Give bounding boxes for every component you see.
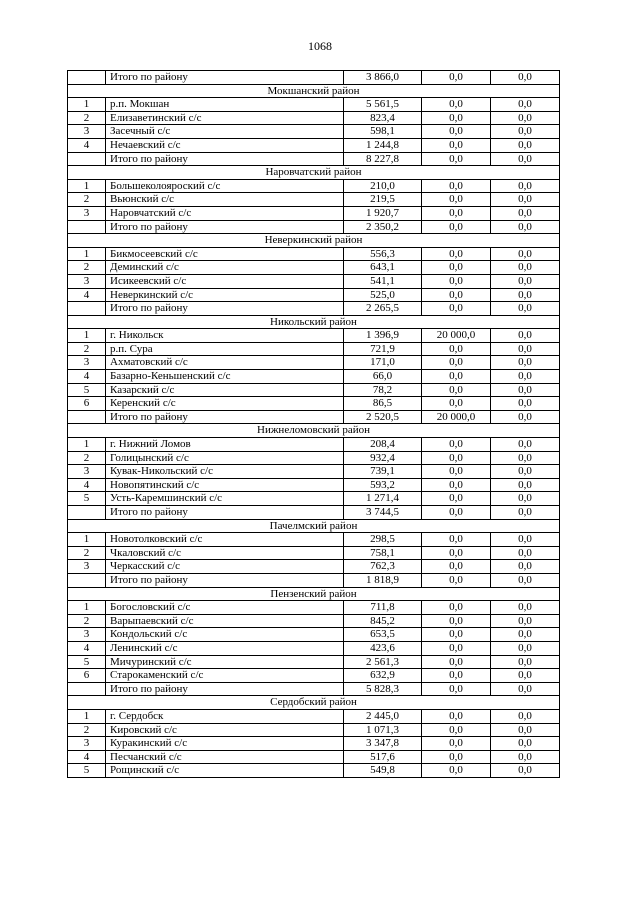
value-column-1: 549,8	[344, 764, 422, 778]
value-column-1: 1 271,4	[344, 492, 422, 506]
table-row	[68, 764, 560, 778]
value-column-2: 0,0	[422, 370, 491, 384]
row-number: 3	[68, 737, 106, 751]
row-number	[68, 302, 106, 316]
value-column-2: 0,0	[422, 492, 491, 506]
value-column-1: 823,4	[344, 111, 422, 125]
value-column-3: 0,0	[491, 342, 560, 356]
settlement-name: Керенский с/с	[106, 397, 344, 411]
value-column-1: 2 445,0	[344, 709, 422, 723]
value-column-3: 0,0	[491, 179, 560, 193]
settlement-name: р.п. Мокшан	[106, 98, 344, 112]
settlement-name: Неверкинский с/с	[106, 288, 344, 302]
row-number: 5	[68, 492, 106, 506]
settlement-name: Итого по району	[106, 682, 344, 696]
value-column-2: 20 000,0	[422, 329, 491, 343]
value-column-2: 0,0	[422, 669, 491, 683]
table-row	[68, 614, 560, 628]
value-column-1: 653,5	[344, 628, 422, 642]
row-number: 1	[68, 438, 106, 452]
settlement-name: Итого по району	[106, 410, 344, 424]
settlement-name: Итого по району	[106, 220, 344, 234]
value-column-3: 0,0	[491, 601, 560, 615]
value-column-1: 208,4	[344, 438, 422, 452]
value-column-1: 2 520,5	[344, 410, 422, 424]
value-column-3: 0,0	[491, 506, 560, 520]
value-column-2: 0,0	[422, 628, 491, 642]
value-column-1: 1 071,3	[344, 723, 422, 737]
row-number: 2	[68, 342, 106, 356]
value-column-1: 219,5	[344, 193, 422, 207]
row-number: 1	[68, 247, 106, 261]
district-title: Пачелмский район	[68, 519, 560, 533]
value-column-1: 593,2	[344, 478, 422, 492]
row-number	[68, 220, 106, 234]
row-number: 3	[68, 465, 106, 479]
value-column-1: 598,1	[344, 125, 422, 139]
settlement-name: Казарский с/с	[106, 383, 344, 397]
value-column-3: 0,0	[491, 125, 560, 139]
row-number: 3	[68, 356, 106, 370]
table-body	[68, 71, 560, 778]
district-total-row	[68, 506, 560, 520]
district-total-row	[68, 152, 560, 166]
table-row	[68, 179, 560, 193]
settlement-name: Кировский с/с	[106, 723, 344, 737]
value-column-3: 0,0	[491, 261, 560, 275]
value-column-1: 3 866,0	[344, 71, 422, 85]
row-number	[68, 410, 106, 424]
settlement-name: Итого по району	[106, 152, 344, 166]
value-column-2: 0,0	[422, 750, 491, 764]
value-column-1: 2 265,5	[344, 302, 422, 316]
value-column-2: 0,0	[422, 138, 491, 152]
table-row	[68, 356, 560, 370]
value-column-3: 0,0	[491, 451, 560, 465]
value-column-3: 0,0	[491, 723, 560, 737]
settlement-name: р.п. Сура	[106, 342, 344, 356]
value-column-3: 0,0	[491, 478, 560, 492]
settlement-name: Итого по району	[106, 71, 344, 85]
value-column-3: 0,0	[491, 465, 560, 479]
value-column-3: 0,0	[491, 288, 560, 302]
value-column-1: 2 561,3	[344, 655, 422, 669]
value-column-1: 711,8	[344, 601, 422, 615]
row-number: 2	[68, 451, 106, 465]
settlement-name: Новотолковский с/с	[106, 533, 344, 547]
table-row	[68, 465, 560, 479]
row-number: 1	[68, 98, 106, 112]
district-header-row	[68, 166, 560, 180]
value-column-1: 5 828,3	[344, 682, 422, 696]
value-column-2: 0,0	[422, 655, 491, 669]
row-number: 6	[68, 669, 106, 683]
value-column-1: 423,6	[344, 641, 422, 655]
settlement-name: Итого по району	[106, 506, 344, 520]
settlement-name: Исикеевский с/с	[106, 274, 344, 288]
table-row	[68, 669, 560, 683]
value-column-3: 0,0	[491, 206, 560, 220]
value-column-1: 932,4	[344, 451, 422, 465]
value-column-3: 0,0	[491, 438, 560, 452]
value-column-2: 0,0	[422, 397, 491, 411]
table-row	[68, 628, 560, 642]
value-column-3: 0,0	[491, 614, 560, 628]
value-column-3: 0,0	[491, 397, 560, 411]
table-row	[68, 601, 560, 615]
row-number: 1	[68, 709, 106, 723]
settlement-name: Ахматовский с/с	[106, 356, 344, 370]
row-number: 2	[68, 193, 106, 207]
table-row	[68, 274, 560, 288]
settlement-name: Новопятинский с/с	[106, 478, 344, 492]
table-row	[68, 492, 560, 506]
settlement-name: Кувак-Никольский с/с	[106, 465, 344, 479]
table-row	[68, 737, 560, 751]
value-column-1: 1 818,9	[344, 573, 422, 587]
row-number	[68, 506, 106, 520]
value-column-3: 0,0	[491, 152, 560, 166]
table-row	[68, 533, 560, 547]
value-column-2: 0,0	[422, 709, 491, 723]
row-number: 5	[68, 655, 106, 669]
value-column-1: 1 244,8	[344, 138, 422, 152]
value-column-2: 0,0	[422, 723, 491, 737]
settlement-name: Базарно-Кеньшенский с/с	[106, 370, 344, 384]
table-row	[68, 329, 560, 343]
row-number	[68, 682, 106, 696]
settlement-name: г. Сердобск	[106, 709, 344, 723]
row-number: 2	[68, 111, 106, 125]
row-number	[68, 71, 106, 85]
value-column-2: 0,0	[422, 764, 491, 778]
value-column-2: 0,0	[422, 261, 491, 275]
settlement-name: Голицынский с/с	[106, 451, 344, 465]
district-title: Нижнеломовский район	[68, 424, 560, 438]
settlement-name: Деминский с/с	[106, 261, 344, 275]
value-column-2: 0,0	[422, 356, 491, 370]
row-number	[68, 152, 106, 166]
district-total-row	[68, 573, 560, 587]
value-column-3: 0,0	[491, 533, 560, 547]
value-column-2: 0,0	[422, 288, 491, 302]
value-column-1: 643,1	[344, 261, 422, 275]
value-column-3: 0,0	[491, 682, 560, 696]
district-title: Мокшанский район	[68, 84, 560, 98]
value-column-2: 0,0	[422, 71, 491, 85]
value-column-1: 632,9	[344, 669, 422, 683]
table-row	[68, 451, 560, 465]
value-column-2: 0,0	[422, 601, 491, 615]
value-column-3: 0,0	[491, 764, 560, 778]
value-column-3: 0,0	[491, 492, 560, 506]
value-column-1: 556,3	[344, 247, 422, 261]
row-number: 1	[68, 601, 106, 615]
row-number: 3	[68, 560, 106, 574]
value-column-3: 0,0	[491, 737, 560, 751]
district-header-row	[68, 587, 560, 601]
district-total-row	[68, 71, 560, 85]
value-column-2: 0,0	[422, 220, 491, 234]
settlement-name: Мичуринский с/с	[106, 655, 344, 669]
table-row	[68, 247, 560, 261]
value-column-1: 845,2	[344, 614, 422, 628]
table-row	[68, 750, 560, 764]
value-column-2: 0,0	[422, 98, 491, 112]
budget-table	[67, 70, 560, 778]
table-row	[68, 206, 560, 220]
settlement-name: Наровчатский с/с	[106, 206, 344, 220]
value-column-1: 721,9	[344, 342, 422, 356]
district-title: Наровчатский район	[68, 166, 560, 180]
value-column-2: 0,0	[422, 533, 491, 547]
value-column-1: 1 920,7	[344, 206, 422, 220]
district-total-row	[68, 410, 560, 424]
value-column-3: 0,0	[491, 247, 560, 261]
row-number	[68, 573, 106, 587]
table-row	[68, 125, 560, 139]
district-title: Сердобский район	[68, 696, 560, 710]
table-row	[68, 261, 560, 275]
value-column-2: 0,0	[422, 193, 491, 207]
value-column-1: 86,5	[344, 397, 422, 411]
table-row	[68, 560, 560, 574]
table-row	[68, 98, 560, 112]
value-column-2: 0,0	[422, 302, 491, 316]
table-row	[68, 641, 560, 655]
table-row	[68, 478, 560, 492]
district-header-row	[68, 424, 560, 438]
district-title: Неверкинский район	[68, 234, 560, 248]
row-number: 1	[68, 179, 106, 193]
row-number: 3	[68, 206, 106, 220]
table-row	[68, 111, 560, 125]
value-column-3: 0,0	[491, 370, 560, 384]
value-column-1: 78,2	[344, 383, 422, 397]
district-title: Пензенский район	[68, 587, 560, 601]
table-row	[68, 193, 560, 207]
settlement-name: Песчанский с/с	[106, 750, 344, 764]
value-column-1: 298,5	[344, 533, 422, 547]
row-number: 2	[68, 614, 106, 628]
settlement-name: Бикмосеевский с/с	[106, 247, 344, 261]
settlement-name: Куракинский с/с	[106, 737, 344, 751]
value-column-3: 0,0	[491, 111, 560, 125]
value-column-1: 758,1	[344, 546, 422, 560]
value-column-3: 0,0	[491, 750, 560, 764]
row-number: 4	[68, 750, 106, 764]
value-column-2: 0,0	[422, 506, 491, 520]
value-column-2: 0,0	[422, 125, 491, 139]
value-column-1: 3 347,8	[344, 737, 422, 751]
value-column-2: 0,0	[422, 478, 491, 492]
value-column-3: 0,0	[491, 274, 560, 288]
row-number: 5	[68, 383, 106, 397]
table-row	[68, 723, 560, 737]
value-column-2: 0,0	[422, 342, 491, 356]
value-column-3: 0,0	[491, 669, 560, 683]
value-column-2: 0,0	[422, 274, 491, 288]
row-number: 4	[68, 138, 106, 152]
value-column-3: 0,0	[491, 302, 560, 316]
settlement-name: Варыпаевский с/с	[106, 614, 344, 628]
row-number: 1	[68, 329, 106, 343]
settlement-name: Итого по району	[106, 302, 344, 316]
table-row	[68, 138, 560, 152]
value-column-3: 0,0	[491, 138, 560, 152]
row-number: 3	[68, 628, 106, 642]
value-column-3: 0,0	[491, 356, 560, 370]
row-number: 5	[68, 764, 106, 778]
value-column-2: 0,0	[422, 465, 491, 479]
row-number: 6	[68, 397, 106, 411]
value-column-3: 0,0	[491, 641, 560, 655]
district-total-row	[68, 682, 560, 696]
value-column-2: 0,0	[422, 682, 491, 696]
table-row	[68, 438, 560, 452]
value-column-2: 0,0	[422, 614, 491, 628]
settlement-name: Засечный с/с	[106, 125, 344, 139]
row-number: 3	[68, 125, 106, 139]
value-column-3: 0,0	[491, 410, 560, 424]
district-total-row	[68, 302, 560, 316]
district-header-row	[68, 519, 560, 533]
settlement-name: Итого по району	[106, 573, 344, 587]
row-number: 1	[68, 533, 106, 547]
row-number: 2	[68, 261, 106, 275]
value-column-3: 0,0	[491, 573, 560, 587]
value-column-1: 525,0	[344, 288, 422, 302]
district-header-row	[68, 315, 560, 329]
table-row	[68, 370, 560, 384]
value-column-2: 0,0	[422, 179, 491, 193]
value-column-1: 2 350,2	[344, 220, 422, 234]
value-column-2: 20 000,0	[422, 410, 491, 424]
value-column-3: 0,0	[491, 628, 560, 642]
value-column-3: 0,0	[491, 220, 560, 234]
value-column-3: 0,0	[491, 546, 560, 560]
settlement-name: Вьюнский с/с	[106, 193, 344, 207]
value-column-3: 0,0	[491, 383, 560, 397]
settlement-name: Богословский с/с	[106, 601, 344, 615]
value-column-1: 8 227,8	[344, 152, 422, 166]
value-column-3: 0,0	[491, 655, 560, 669]
table-row	[68, 709, 560, 723]
row-number: 3	[68, 274, 106, 288]
table-row	[68, 397, 560, 411]
settlement-name: Большеколояроский с/с	[106, 179, 344, 193]
district-header-row	[68, 696, 560, 710]
value-column-2: 0,0	[422, 641, 491, 655]
table-row	[68, 655, 560, 669]
value-column-3: 0,0	[491, 709, 560, 723]
value-column-1: 5 561,5	[344, 98, 422, 112]
district-header-row	[68, 234, 560, 248]
settlement-name: г. Никольск	[106, 329, 344, 343]
settlement-name: Елизаветинский с/с	[106, 111, 344, 125]
value-column-3: 0,0	[491, 560, 560, 574]
value-column-2: 0,0	[422, 152, 491, 166]
district-header-row	[68, 84, 560, 98]
value-column-1: 739,1	[344, 465, 422, 479]
value-column-1: 541,1	[344, 274, 422, 288]
table-row	[68, 342, 560, 356]
value-column-1: 1 396,9	[344, 329, 422, 343]
settlement-name: Нечаевский с/с	[106, 138, 344, 152]
value-column-1: 762,3	[344, 560, 422, 574]
table-row	[68, 546, 560, 560]
value-column-1: 210,0	[344, 179, 422, 193]
page-number: 1068	[308, 39, 332, 53]
value-column-1: 517,6	[344, 750, 422, 764]
row-number: 4	[68, 478, 106, 492]
settlement-name: Усть-Каремшинский с/с	[106, 492, 344, 506]
settlement-name: Черкасский с/с	[106, 560, 344, 574]
value-column-1: 3 744,5	[344, 506, 422, 520]
settlement-name: Старокаменский с/с	[106, 669, 344, 683]
value-column-2: 0,0	[422, 111, 491, 125]
value-column-2: 0,0	[422, 737, 491, 751]
table-row	[68, 383, 560, 397]
value-column-2: 0,0	[422, 383, 491, 397]
row-number: 2	[68, 723, 106, 737]
district-title: Никольский район	[68, 315, 560, 329]
row-number: 4	[68, 288, 106, 302]
settlement-name: Рощинский с/с	[106, 764, 344, 778]
value-column-2: 0,0	[422, 560, 491, 574]
settlement-name: Ленинский с/с	[106, 641, 344, 655]
value-column-2: 0,0	[422, 451, 491, 465]
value-column-3: 0,0	[491, 71, 560, 85]
value-column-2: 0,0	[422, 438, 491, 452]
value-column-2: 0,0	[422, 206, 491, 220]
value-column-2: 0,0	[422, 573, 491, 587]
value-column-2: 0,0	[422, 546, 491, 560]
row-number: 4	[68, 370, 106, 384]
value-column-3: 0,0	[491, 193, 560, 207]
settlement-name: Чкаловский с/с	[106, 546, 344, 560]
value-column-3: 0,0	[491, 329, 560, 343]
row-number: 4	[68, 641, 106, 655]
value-column-3: 0,0	[491, 98, 560, 112]
value-column-1: 66,0	[344, 370, 422, 384]
table-row	[68, 288, 560, 302]
value-column-1: 171,0	[344, 356, 422, 370]
value-column-2: 0,0	[422, 247, 491, 261]
district-total-row	[68, 220, 560, 234]
row-number: 2	[68, 546, 106, 560]
settlement-name: г. Нижний Ломов	[106, 438, 344, 452]
settlement-name: Кондольский с/с	[106, 628, 344, 642]
